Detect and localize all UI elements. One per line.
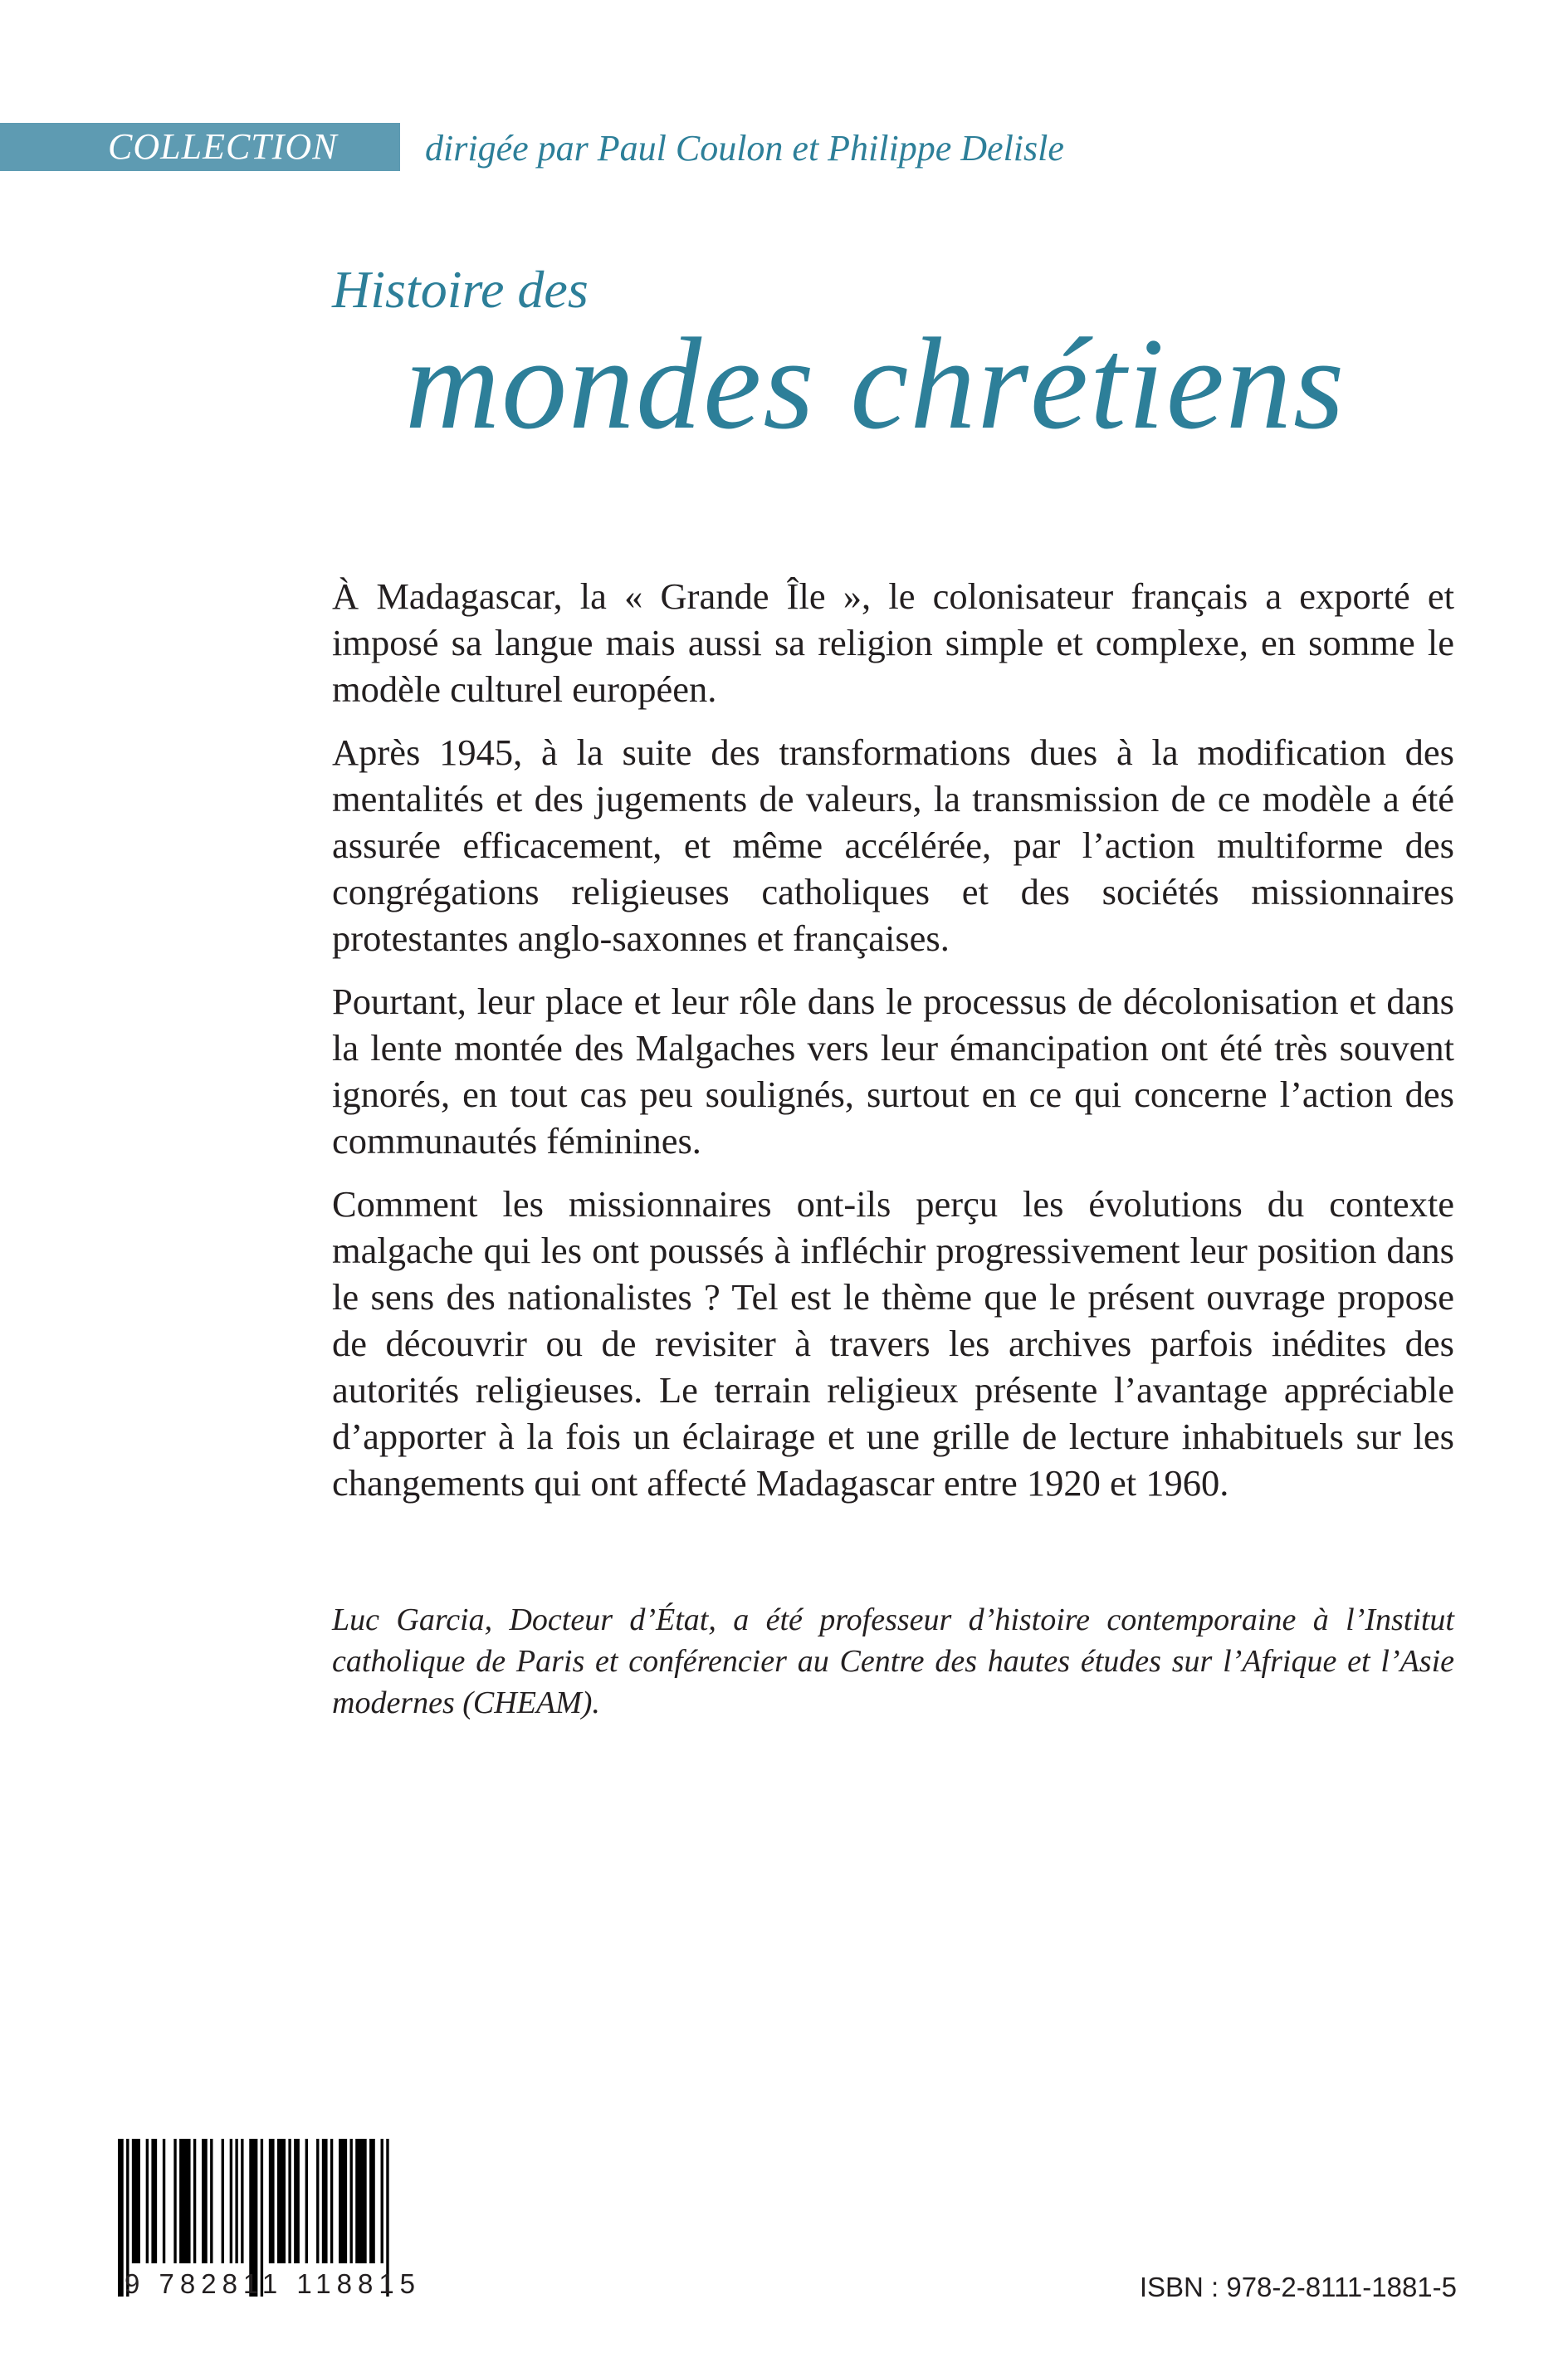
barcode-bar <box>241 2139 243 2263</box>
barcode-bar <box>173 2139 176 2263</box>
blurb-paragraph: À Madagascar, la « Grande Île », le colonisateur français a exporté et imposé sa langue mais aussi sa religion simple et complexe, en somme le modèle culturel européen. <box>332 575 1454 710</box>
barcode-bar <box>316 2139 319 2263</box>
barcode-bar <box>294 2139 300 2263</box>
back-cover-blurb <box>332 573 1454 1523</box>
barcode-bar <box>210 2139 212 2263</box>
barcode-bar <box>179 2139 190 2263</box>
barcode-bar <box>202 2139 208 2263</box>
barcode-bar <box>322 2139 328 2263</box>
barcode-digits: 9 782811 118815 <box>125 2268 422 2299</box>
barcode-bar <box>222 2139 224 2263</box>
barcode-bar <box>277 2139 286 2263</box>
barcode-bar <box>151 2139 157 2263</box>
barcode-bar <box>230 2139 232 2263</box>
blurb-paragraph: Comment les missionnaires ont-ils perçu les évolutions du contexte malgache qui les ont poussés à infléchir progressivement leur position dans le sens des nationalistes ? Tel est le thème que le présent ouvrage propose de découvrir ou de revisiter à travers les archives parfois inédites des autorités religieuses. Le terrain religieux présente l’avantage appréciable d’apporter à la fois un éclairage et une grille de lecture inhabituels sur les changements qui ont affecté Madagascar entre 1920 et 1960. <box>332 1183 1454 1504</box>
blurb-paragraph: Pourtant, leur place et leur rôle dans le processus de décolonisation et dans la lente montée des Malgaches vers leur émancipation ont été très souvent ignorés, en tout cas peu soulignés, surtout en ce qui concerne l’action des communautés féminines. <box>332 981 1454 1162</box>
barcode-bar <box>349 2139 352 2263</box>
blurb-paragraph: Après 1945, à la suite des transformations dues à la modification des mentalités et des jugements de valeurs, la transmission de ce modèle a été assurée efficacement, et même accélérée, par l’action multiforme des congrégations religieuses catholiques et des sociétés missionnaires protestantes anglo-saxonnes et françaises. <box>332 731 1454 959</box>
barcode-bar <box>288 2139 291 2263</box>
barcode-bar <box>132 2139 140 2263</box>
series-title-line1: Histoire des <box>332 260 589 319</box>
collection-band <box>0 123 400 171</box>
series-title-line2: mondes chrétiens <box>405 311 1346 457</box>
collection-directors: dirigée par Paul Coulon et Philippe Delisle <box>425 128 1064 169</box>
barcode-bar <box>118 2139 124 2297</box>
barcode-bar <box>330 2139 333 2263</box>
barcode-bar <box>193 2139 196 2263</box>
barcode-bar <box>305 2139 308 2263</box>
collection-label: COLLECTION <box>108 126 338 167</box>
barcode-bar <box>235 2139 237 2263</box>
barcode-bar <box>339 2139 347 2263</box>
barcode-bar <box>269 2139 275 2263</box>
barcode-bar <box>146 2139 149 2263</box>
author-bio: Luc Garcia, Docteur d’État, a été professeur d’histoire contemporaine à l’Institut catholique de Paris et conférencier au Centre des hautes études sur l’Afrique et l’Asie modernes (CHEAM). <box>332 1602 1454 1720</box>
barcode-bar <box>369 2139 375 2263</box>
isbn: ISBN : 978-2-8111-1881-5 <box>1139 2272 1457 2302</box>
barcode-bar <box>163 2139 165 2263</box>
barcode-bar <box>381 2139 383 2263</box>
barcode-bar <box>355 2139 366 2263</box>
